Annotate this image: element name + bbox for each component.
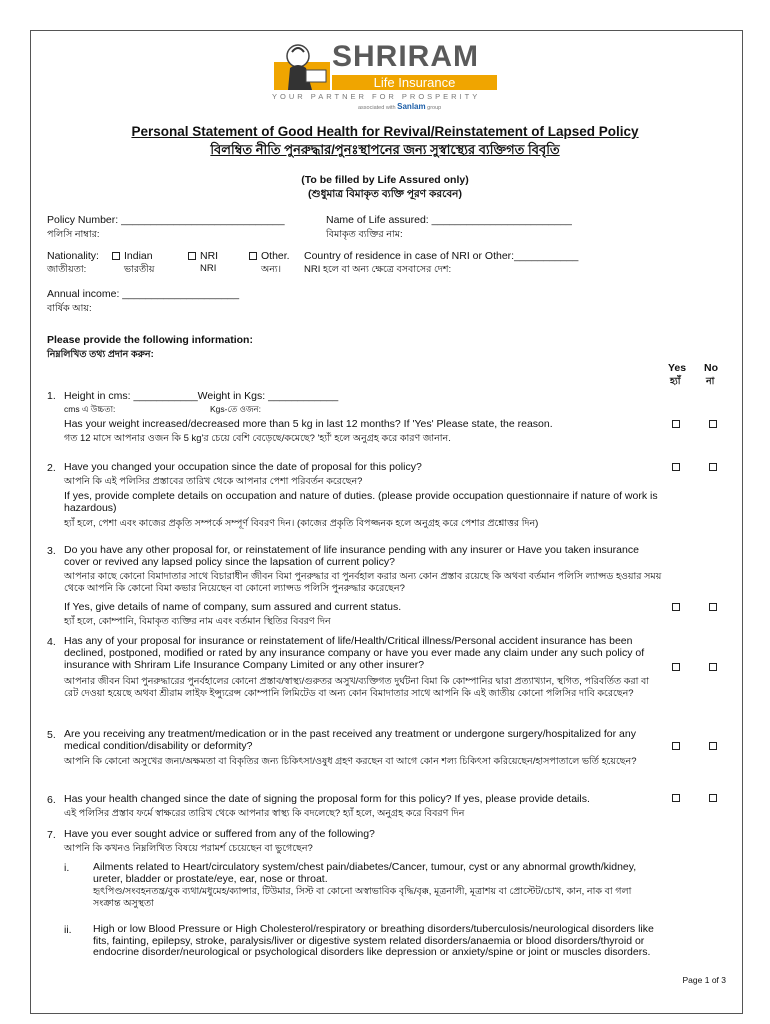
- q2b-question-bn: হ্যাঁ হলে, পেশা এবং কাজের প্রকৃতি সম্পর্কে সম্পূর্ণ বিবরণ দিন। (কাজের প্রকৃতি বিপজ্জনক হলে অনুগ্রহ করে পেশার প্রশ্নোত্তর দিন): [64, 518, 539, 529]
- q4-no-checkbox[interactable]: [709, 663, 717, 671]
- info-heading-bn: নিম্নলিখিত তথ্য প্রদান করুন:: [47, 349, 154, 360]
- q1-no-checkbox[interactable]: [709, 420, 717, 428]
- q5-no-checkbox[interactable]: [709, 742, 717, 750]
- page-number: Page 1 of 3: [682, 975, 726, 985]
- q1b-question-bn: গত 12 মাসে আপনার ওজন কি 5 kg'র চেয়ে বেশি বেড়েছে/কমেছে? 'হ্যাঁ' হলে অনুগ্রহ করে কারণ জানান.: [64, 433, 451, 444]
- nri-label: NRI: [200, 250, 219, 262]
- q6-question-bn: এই পলিসির প্রস্তাব ফর্মে স্বাক্ষরের তারিখ থেকে আপনার স্বাস্থ্য কি বদলেছে? হ্যাঁ হলে, অনুগ্রহ করে বিবরণ দিন: [64, 808, 465, 819]
- nationality-label-bn: জাতীয়তা:: [47, 264, 87, 275]
- country-label-bn: NRI হলে বা অন্য ক্ষেত্রে বসবাসের দেশ:: [304, 264, 452, 275]
- q2b-question: If yes, provide complete details on occupation and nature of duties. (please provide occupation questionnaire if nature of work is hazardous): [64, 490, 658, 514]
- other-label-bn: অন্য।: [261, 264, 282, 275]
- q1-number: 1.: [47, 390, 56, 402]
- indian-label: Indian: [124, 250, 153, 262]
- q3b-question: If Yes, give details of name of company, sum assured and current status.: [64, 601, 402, 613]
- q4-question-bn: আপনার জীবন বিমা পুনরুদ্ধারের পুনর্বহালের কোনো প্রস্তাব/স্বাস্থ্য/গুরুতর অসুখ/ব্যক্তিগত দুর্ঘটনা বিমা কি কোম্পানির দ্বারা প্রত্যাখ্যান, স্থগিত, পরিবর্তিত করা বা রেট দেওয়া হয়েছে অথবা শ্রীরাম লাইফ ইন্স্যুরেন্স কোম্পানি লিমিটেড বা অন্য কোন বিমাদাতার সাথে আপনি কি এই জাতীয় কোনো পলিসির দাবি করেছেন?: [64, 676, 650, 699]
- q7-i-text-bn: হৃৎপিণ্ড/সংবহনতন্ত্র/বুক ব্যথা/মধুমেহ/ক্যান্সার, টিউমার, সিস্ট বা কোনো অস্বাভাবিক বৃদ্ধি/বৃক্ক, মূত্রনালী, মূত্রাশয় বা প্রোস্টেট/চোখ, কান, নাক বা গলা সংক্রান্ত অসুস্থতা: [93, 886, 632, 909]
- q3-yes-checkbox[interactable]: [672, 603, 680, 611]
- other-checkbox[interactable]: [249, 252, 257, 260]
- q5-number: 5.: [47, 729, 56, 741]
- nationality-label: Nationality:: [47, 250, 99, 262]
- q3-question-bn: আপনার কাছে কোনো বিমাদাতার সাথে বিচারাধীন জীবন বিমা পুনরুদ্ধার বা পুনর্বহাল করার অন্য কোন প্রস্তাব রয়েছে কি অথবা বর্তমান পলিসি ল্যাপ্সড হওয়ার সময় থেকে আপনি কি কোনো বিমা কভার নিয়েছেন বা কোনো ল্যাপ্সড পলিসি পুনরুদ্ধার করেছেন?: [64, 571, 662, 594]
- q2-number: 2.: [47, 462, 56, 474]
- q2-yes-checkbox[interactable]: [672, 463, 680, 471]
- info-heading: Please provide the following information:: [47, 334, 253, 346]
- nri-checkbox[interactable]: [188, 252, 196, 260]
- logo-tagline: YOUR PARTNER FOR PROSPERITY: [272, 92, 481, 101]
- q7-number: 7.: [47, 829, 56, 841]
- q6-number: 6.: [47, 794, 56, 806]
- mascot-icon: [274, 40, 330, 92]
- yes-column-header: Yes: [668, 362, 687, 374]
- q1-height-weight-field[interactable]: Height in cms: ___________Weight in Kgs: ____________: [64, 390, 339, 402]
- life-assured-label-bn: বিমাকৃত ব্যক্তির নাম:: [326, 229, 403, 240]
- shriram-logo: [272, 40, 502, 111]
- q7-question: Have you ever sought advice or suffered from any of the following?: [64, 828, 375, 840]
- q7-i-text: Ailments related to Heart/circulatory system/chest pain/diabetes/Cancer, tumour, cyst or any abnormal growth/kidney, ureter, bladder or prostate/eye, ear, nose or throat.: [93, 861, 637, 885]
- annual-income-field[interactable]: Annual income: ____________________: [47, 288, 240, 300]
- q6-question: Has your health changed since the date of signing the proposal form for this policy? If yes, please provide details.: [64, 793, 590, 805]
- other-label: Other.: [261, 250, 290, 262]
- title-english: Personal Statement of Good Health for Revival/Reinstatement of Lapsed Policy: [131, 124, 639, 139]
- q5-question-bn: আপনি কি কোনো অসুখের জন্য/অক্ষমতা বা বিকৃতির জন্য চিকিৎসা/ওষুধ গ্রহণ করছেন বা আগে কোন শল্য চিকিৎসা করিয়েছেন/হাসপাতালে ভর্তি হয়েছেন?: [64, 756, 637, 767]
- no-column-header-bn: না: [706, 376, 715, 387]
- yes-column-header-bn: হ্যাঁ: [670, 376, 681, 387]
- life-assured-name-field[interactable]: Name of Life assured: ________________________: [326, 214, 572, 226]
- no-column-header: No: [704, 362, 718, 374]
- q3-no-checkbox[interactable]: [709, 603, 717, 611]
- q7-ii-text: High or low Blood Pressure or High Cholesterol/respiratory or breathing disorders/tuberculosis/neurological disorders like fits, fainting, epilepsy, stroke, paralysis/liver or digestive system related disorders/anaemia or blood disorders/thyroid or endocrine disorder/neurological or psychological disorders like depression or anxiety/spine or joint or muscles disorders.: [93, 923, 654, 958]
- q4-yes-checkbox[interactable]: [672, 663, 680, 671]
- q2-question: Have you changed your occupation since the date of proposal for this policy?: [64, 461, 422, 473]
- q1b-question: Has your weight increased/decreased more than 5 kg in last 12 months? If 'Yes' Please state, the reason.: [64, 418, 553, 430]
- q7-i-number: i.: [64, 862, 70, 874]
- q3-number: 3.: [47, 545, 56, 557]
- logo-band: Life Insurance: [332, 75, 497, 90]
- q5-yes-checkbox[interactable]: [672, 742, 680, 750]
- q7-ii-number: ii.: [64, 924, 72, 936]
- title-bengali: বিলম্বিত নীতি পুনরুদ্ধার/পুনঃস্থাপনের জন্য সুস্বাস্থ্যের ব্যক্তিগত বিবৃতি: [210, 142, 560, 157]
- q5-question: Are you receiving any treatment/medication or in the past received any treatment or undergone surgery/hospitalized for any medical condition/disability or deformity?: [64, 728, 636, 752]
- q2-question-bn: আপনি কি এই পলিসির প্রস্তাবের তারিখ থেকে আপনার পেশা পরিবর্তন করেছেন?: [64, 476, 363, 487]
- q1-yes-checkbox[interactable]: [672, 420, 680, 428]
- q1-height-label-bn: cms এ উচ্চতা:: [64, 404, 116, 414]
- q3b-question-bn: হ্যাঁ হলে, কোম্পানি, বিমাকৃত ব্যক্তির নাম এবং বর্তমান স্থিতির বিবরণ দিন: [64, 616, 331, 627]
- subtitle-english: (To be filled by Life Assured only): [301, 174, 469, 186]
- nri-label-bn: NRI: [200, 263, 217, 274]
- q6-yes-checkbox[interactable]: [672, 794, 680, 802]
- country-of-residence-field[interactable]: Country of residence in case of NRI or Other:___________: [304, 250, 579, 262]
- logo-sanlam: associated with Sanlam group: [358, 102, 442, 111]
- policy-number-field[interactable]: Policy Number: ____________________________: [47, 214, 285, 226]
- annual-income-label-bn: বার্ষিক আয়:: [47, 303, 92, 314]
- q7-question-bn: আপনি কি কখনও নিম্নলিখিত বিষয়ে পরামর্শ চেয়েছেন বা ভুগেছেন?: [64, 843, 313, 854]
- q4-number: 4.: [47, 636, 56, 648]
- q4-question: Has any of your proposal for insurance or reinstatement of life/Health/Critical illness/Personal accident insurance has been declined, postponed, modified or rated by any insurance company or have you ever made any claim under any such policy of insurance with Shriram Life Insurance Company Limited or any other insurer?: [64, 635, 645, 671]
- q3-question: Do you have any other proposal for, or reinstatement of life insurance pending with any insurer or Have you taken insurance cover or revived any lapsed policy since the lapsation of current policy?: [64, 544, 639, 568]
- logo-name: SHRIRAM: [332, 40, 479, 73]
- policy-number-label-bn: পলিসি নাম্বার:: [47, 229, 100, 240]
- indian-label-bn: ভারতীয়: [124, 264, 155, 275]
- q2-no-checkbox[interactable]: [709, 463, 717, 471]
- subtitle-bengali: (শুধুমাত্র বিমাকৃত ব্যক্তি পূরণ করবেন): [308, 188, 462, 200]
- q6-no-checkbox[interactable]: [709, 794, 717, 802]
- q1-weight-label-bn: Kgs-তে ওজন:: [210, 404, 261, 414]
- indian-checkbox[interactable]: [112, 252, 120, 260]
